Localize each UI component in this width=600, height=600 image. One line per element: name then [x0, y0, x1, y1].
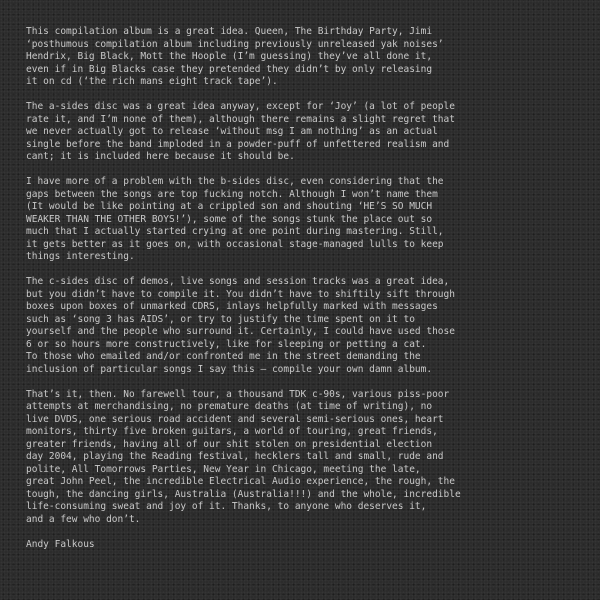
paragraph-b-sides: I have more of a problem with the b-sides disc, even considering that the gaps between the songs are top fucking notch. Although I won’t name them (It would be like pointing at a crippled son and shouting ‘HE’S SO MUCH WEAKER THAN THE OTHER BOYS!’), some of the songs stunk the place out so much that I actually started crying at one point during mastering. Still, it gets better as it goes on, with occasional stage-managed lulls to keep things interesting. — [26, 176, 444, 262]
paragraph-a-sides: The a-sides disc was a great idea anyway, except for ‘Joy’ (a lot of people rate it, and I’m none of them), although there remains a slight regret that we never actually got to release ‘without msg I am nothing’ as an actual single before the band imploded in a powder-puff of unfettered realism and cant; it is included here because it should be. — [26, 101, 455, 162]
paragraph-compilation-intro: This compilation album is a great idea. Queen, The Birthday Party, Jimi ‘posthumous compilation album including previously unreleased yak noises’ Hendrix, Big Black, Mott the Hoople (I’m guessing) they’ve all done it, even if in Big Blacks case they pretended they didn’t by only releasing it on cd (‘the rich mans eight track tape’). — [26, 26, 444, 87]
paragraph-farewell: That’s it, then. No farewell tour, a thousand TDK c-90s, various piss-poor attempts at merchandising, no premature deaths (at time of writing), no live DVDS, one serious road accident and several semi-serious ones, heart monitors, thirty five broken guitars, a world of touring, great friends, greater friends, having all of our shit stolen on presidential election day 2004, playing the Reading festival, hecklers tall and small, rude and polite, All Tomorrows Parties, New Year in Chicago, meeting the late, great John Peel, the incredible Electrical Audio experience, the rough, the tough, the dancing girls, Australia (Australia!!!) and the whole, incredible life-consuming sweat and joy of it. Thanks, to anyone who deserves it, and a few who don’t. — [26, 388, 461, 525]
signature: Andy Falkous — [26, 538, 95, 550]
paragraph-c-sides: The c-sides disc of demos, live songs and session tracks was a great idea, but you didn’t have to compile it. You didn’t have to shiftily sift through boxes upon boxes of unmarked CDRS, inlays helpfully marked with messages such as ‘song 3 has AIDS’, or try to justify the time spent on it to yourself and the people who surround it. Certainly, I could have used those 6 or so hours more constructively, like for sleeping or petting a cat. To those who emailed and/or confronted me in the street demanding the inclusion of particular songs I say this – compile your own damn album. — [26, 276, 455, 375]
